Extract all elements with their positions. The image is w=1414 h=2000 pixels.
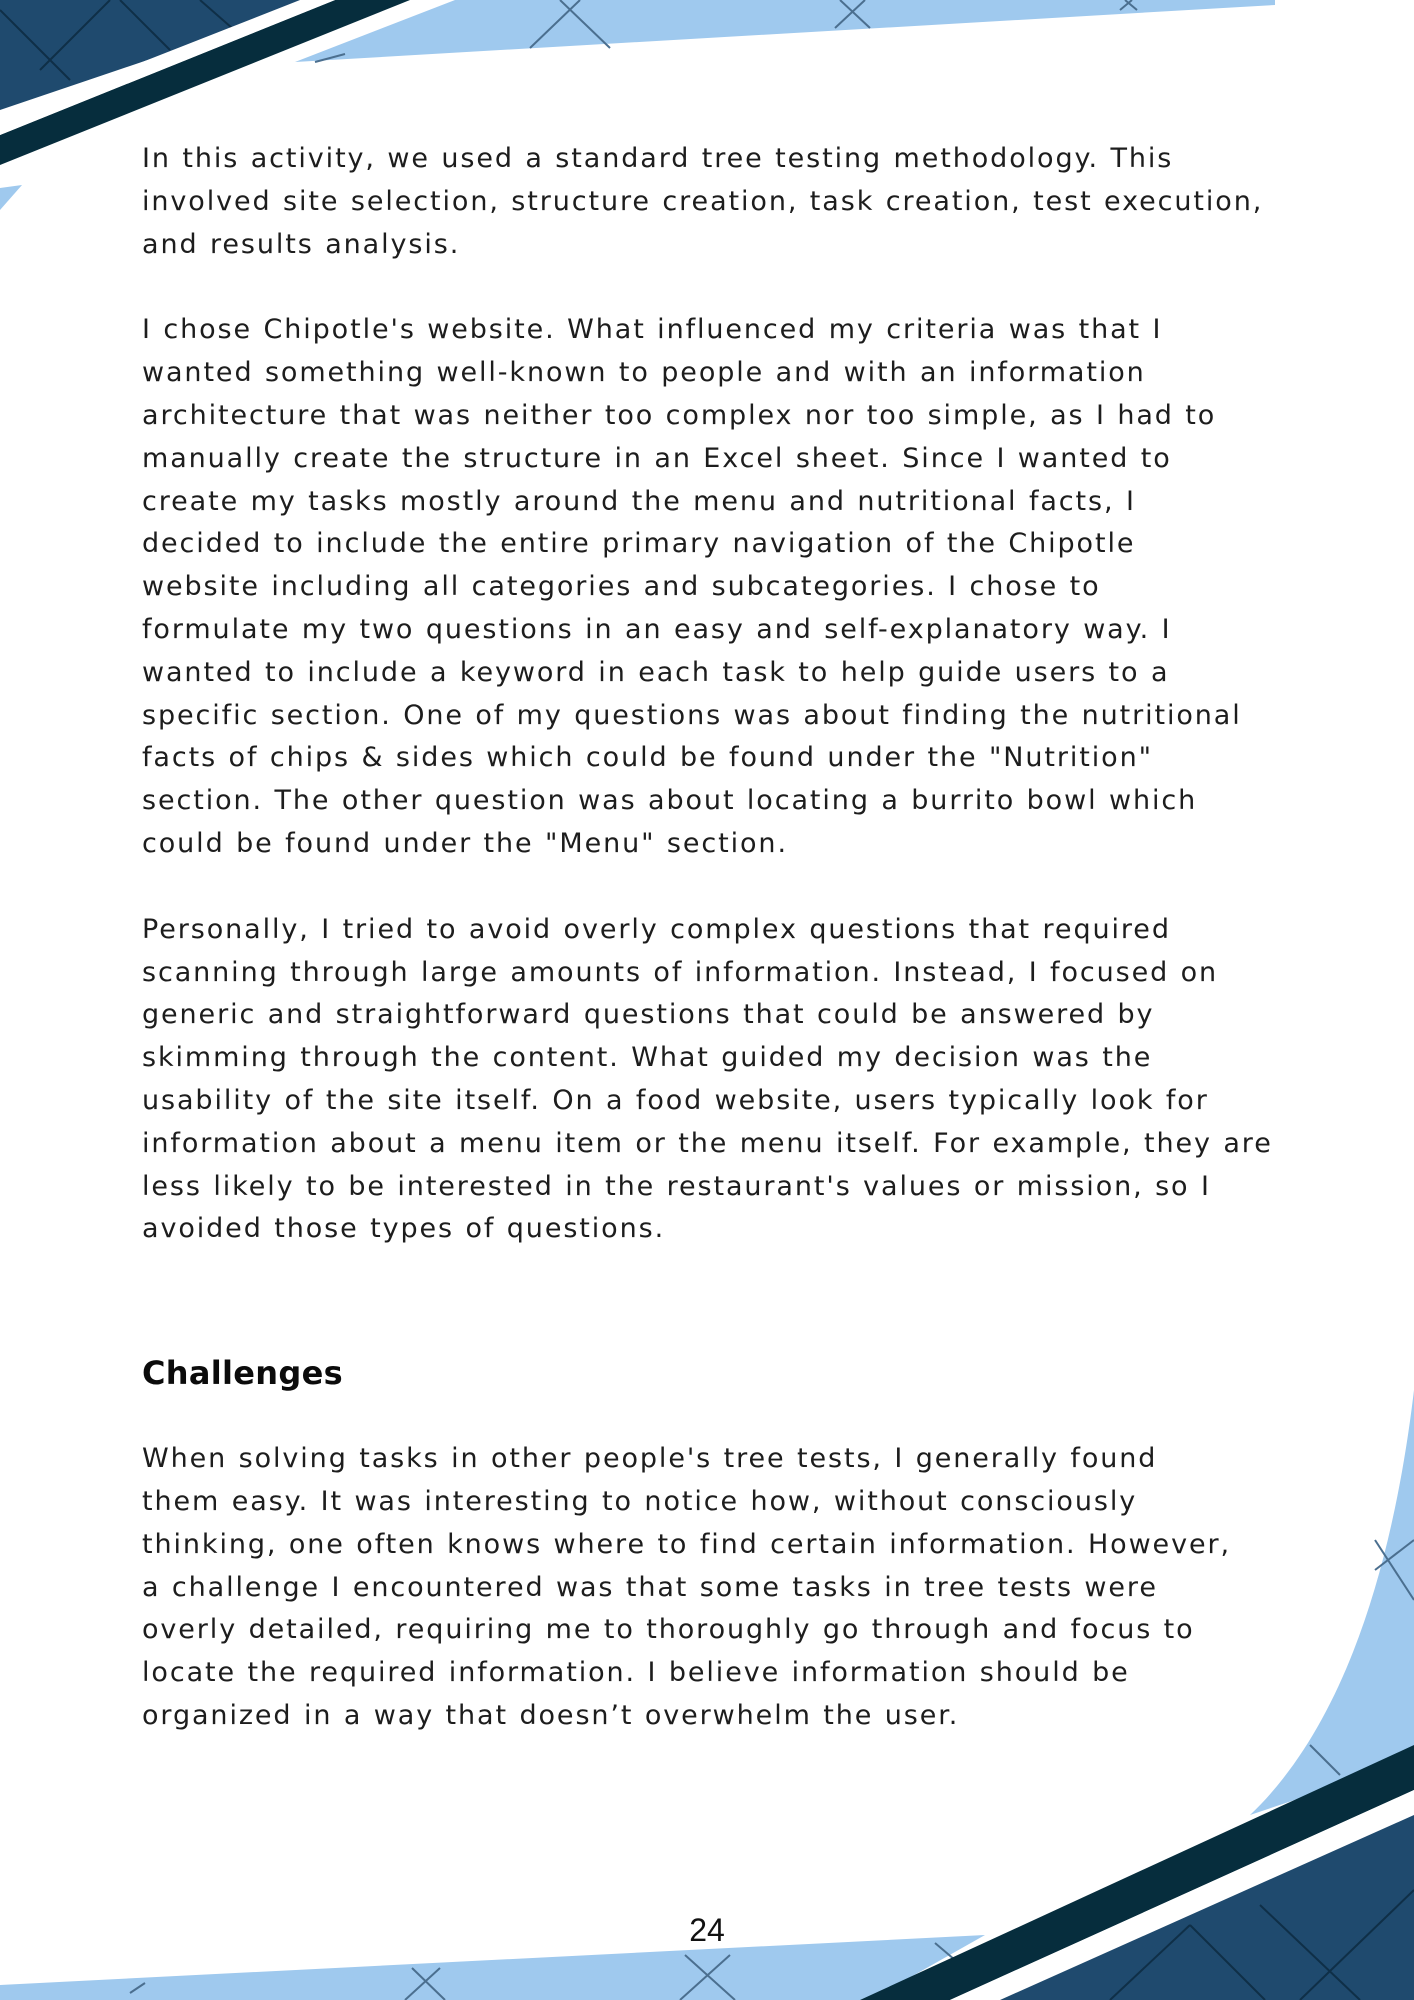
challenges-heading: Challenges bbox=[142, 1354, 343, 1393]
top-left-accent bbox=[0, 185, 22, 210]
site-selection-paragraph: I chose Chipotle's website. What influenced my criteria was that I wanted something well-known to people and with an information architecture that was neither too complex nor too simple, as I had to manually create the structure in an Excel sheet. Since I wanted to create my tasks mostly around the menu and nutritional facts, I decided to include the entire primary navigation of the Chipotle website including all categories and subcategories. I chose to formulate my two questions in an easy and self-explanatory way. I wanted to include a keyword in each task to help guide users to a specific section. One of my questions was about finding the nutritional facts of chips & sides which could be found under the "Nutrition" section. The other question was about locating a burrito bowl which could be found under the "Menu" section. bbox=[142, 314, 1254, 859]
document-body bbox=[142, 138, 1285, 1738]
top-light-blue-band bbox=[295, 0, 1275, 62]
methodology-paragraph: In this activity, we used a standard tree testing methodology. This involved site selection, structure creation, task creation, test execution, and results analysis. bbox=[142, 143, 1275, 260]
question-approach-paragraph: Personally, I tried to avoid overly complex questions that required scanning through large amounts of information. Instead, I focused on generic and straightforward questions that could be answered by skimming through the content. What guided my decision was the usability of the site itself. On a food website, users typically look for information about a menu item or the menu itself. For example, they are less likely to be interested in the restaurant's values or mission, so I avoided those types of questions. bbox=[142, 913, 1285, 1245]
page-number: 24 bbox=[689, 1912, 725, 1948]
challenges-paragraph: When solving tasks in other people's tree tests, I generally found them easy. It was interesting to notice how, without consciously thinking, one often knows where to find certain information. However, a challenge I encountered was that some tasks in tree tests were overly detailed, requiring me to thoroughly go through and focus to locate the required information. I believe information should be organized in a way that doesn’t overwhelm the user. bbox=[142, 1443, 1243, 1731]
